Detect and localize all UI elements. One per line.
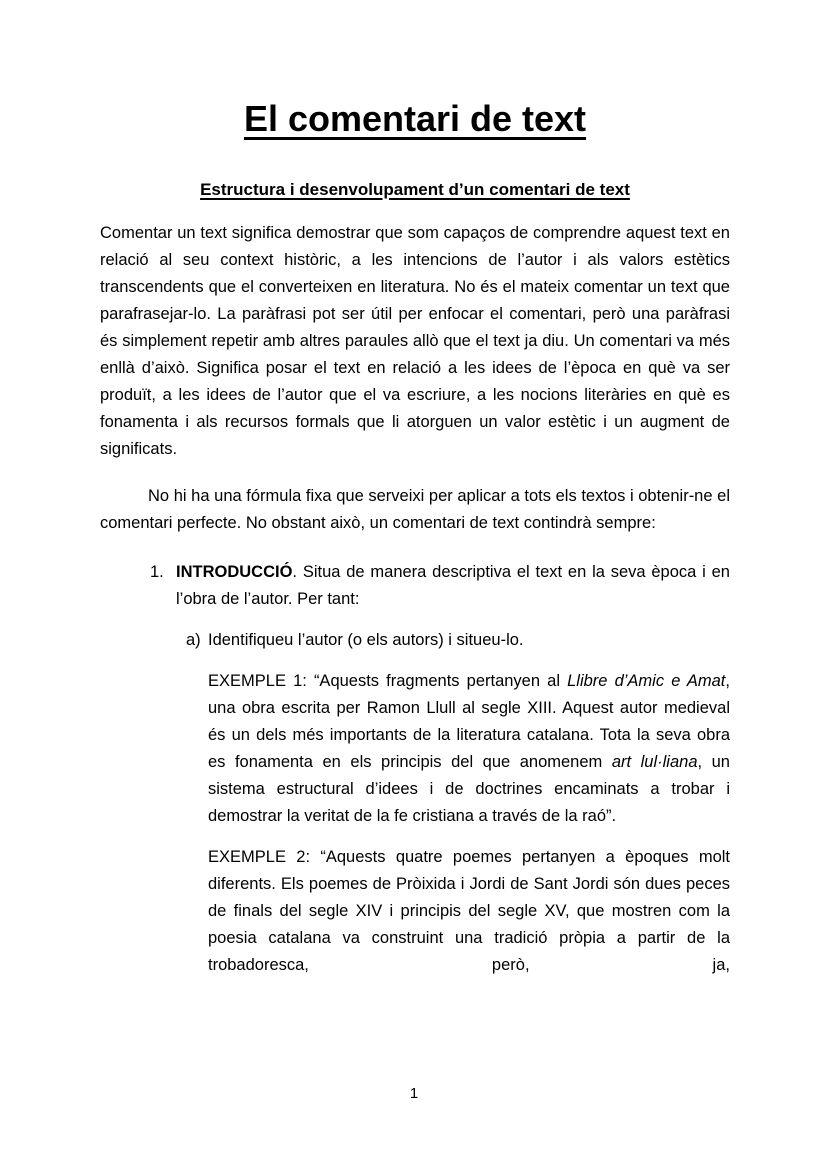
list-subitem-a-marker: a) <box>186 631 201 649</box>
list-item-1-text <box>176 559 730 613</box>
page-number: 1 <box>409 1085 419 1102</box>
example-1-run-0: EXEMPLE 1: “Aquests fragments pertanyen al <box>208 672 568 690</box>
example-1-run-2: , una obra escrita per Ramon Llull al segle XIII. Aquest autor medieval és un dels més importants de la literatura catalana. Tota la seva obra es fonamenta en els principis del que anomenem <box>208 672 730 771</box>
list-subitem-a <box>186 627 730 654</box>
formula-paragraph: No hi ha una fórmula fixa que serveixi per aplicar a tots els textos i obtenir-ne el comentari perfecte. No obstant això, un comentari de text contindrà sempre: <box>100 487 730 532</box>
intro-paragraph: Comentar un text significa demostrar que som capaços de comprendre aquest text en relació al seu context històric, a les intencions de l’autor i als valors estètics transcendents que el converteixen en literatura. No és el mateix comentar un text que parafrasejar-lo. La paràfrasi pot ser útil per enfocar el comentari, però una paràfrasi és simplement repetir amb altres paraules allò que el text ja diu. Un comentari va més enllà d’això. Significa posar el text en relació a les idees de l’època en què va ser produït, a les idees de l’autor que el va escriure, a les nocions literàries en què es fonamenta i als recursos formals que li atorguen un valor estètic i un augment de significats. <box>100 224 730 458</box>
list-item-1-term: INTRODUCCIÓ <box>176 563 293 581</box>
example-paragraph-1 <box>208 668 730 830</box>
list-item-1 <box>150 559 730 613</box>
document-subtitle: Estructura i desenvolupament d’un comentari de text <box>200 180 630 199</box>
example-paragraph-2: EXEMPLE 2: “Aquests quatre poemes pertanyen a èpoques molt diferents. Els poemes de Pròixida i Jordi de Sant Jordi són dues peces de finals del segle XIV i principis del segle XV, que mostren com la poesia catalana va construint una tradició pròpia a partir de la trobadoresca, però, ja, <box>208 848 730 974</box>
document-title: El comentari de text <box>243 98 587 139</box>
list-item-1-marker: 1. <box>150 563 164 581</box>
example-1-book-title: Llibre d’Amic e Amat <box>567 672 726 690</box>
example-1-run-4: , un sistema estructural d’idees i de doctrines encaminats a trobar i demostrar la veritat de la fe cristiana a través de la raó”. <box>208 753 730 825</box>
list-subitem-a-text: Identifiqueu l’autor (o els autors) i situeu-lo. <box>208 631 524 649</box>
example-1-term-italic: art lul·liana <box>611 753 698 771</box>
list-item-1-body: . Situa de manera descriptiva el text en la seva època i en l’obra de l’autor. Per tant: <box>176 563 730 608</box>
